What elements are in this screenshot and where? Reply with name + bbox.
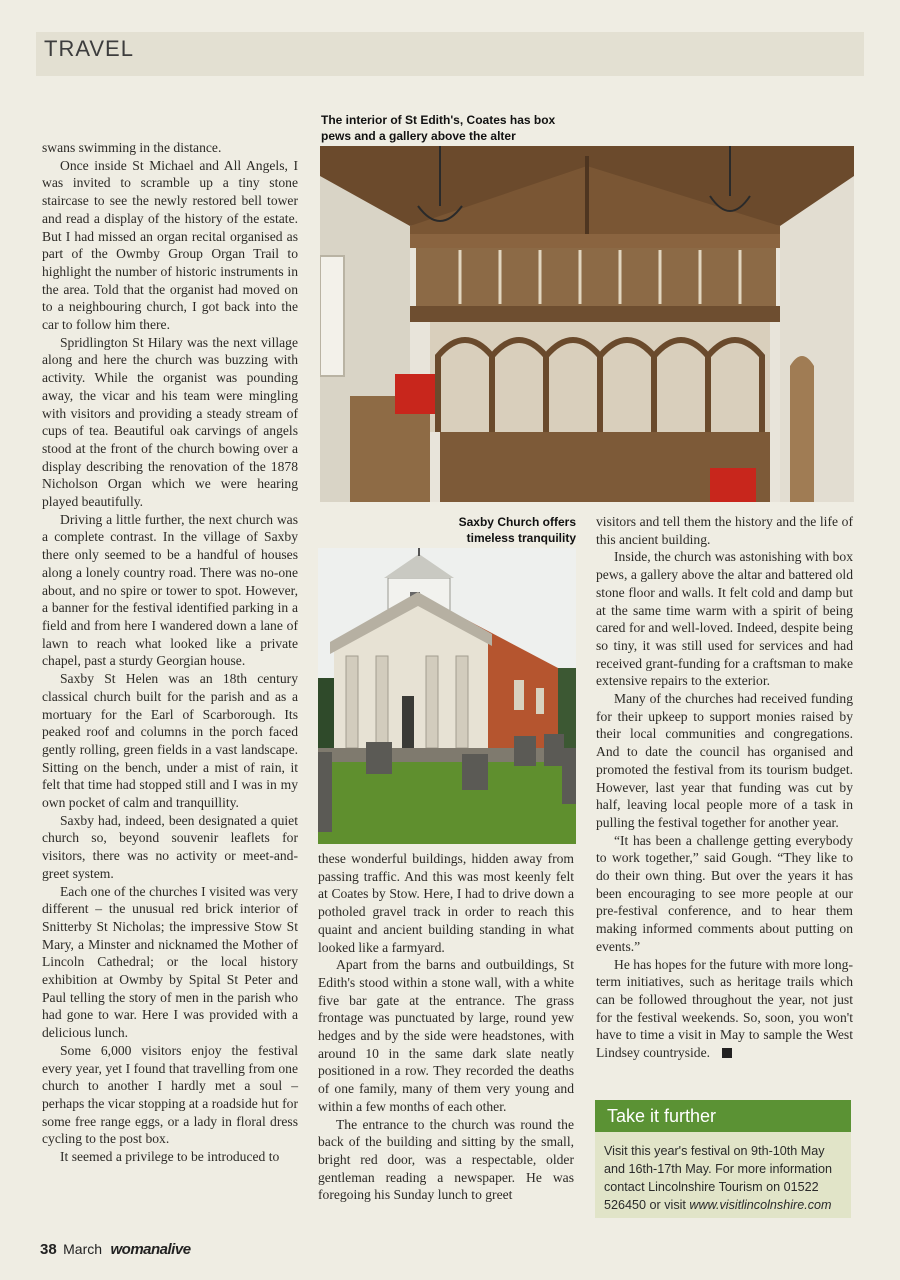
paragraph: Apart from the barns and outbuildings, St Edith's stood within a stone wall, with a white five bar gate at the entrance. The grass frontage was punctuated by large, round yew hedges and by the side were headstones, with around 10 in the same dark slate neatly positioned in a row. They recorded the deaths of one family, many of them very young and within a few months of each other. [318,957,574,1114]
issue-month: March [63,1241,103,1257]
paragraph-final [596,956,853,1062]
page-number: 38 [40,1241,57,1258]
page-footer [40,1241,191,1259]
take-it-further-box [595,1100,851,1218]
paragraph-text: He has hopes for the future with more long-term initiatives, such as heritage trails which can be followed throughout the year, not just for the festival weekends. So, soon, you won't have to time a visit in May to sample the West Lindsey countryside. [596,956,853,1061]
box-body [595,1132,851,1214]
paragraph: these wonderful buildings, hidden away from passing traffic. And this was most keenly felt at Coates by Stow. Here, I had to drive down a potholed gravel track in order to reach this quaint and ancient building standing in what looked like a farmyard. [318,851,574,955]
paragraph: It seemed a privilege to be introduced to [60,1149,280,1165]
paragraph: “It has been a challenge getting everybody to work together,” said Gough. “They like to do their own thing. But over the years it has been encouraging to see more people at our pre-festival conference, and to hear them making informed comments about putting on events.” [596,832,853,954]
paragraph: Some 6,000 visitors enjoy the festival every year, yet I found that travelling from one church to another I hardly met a soul – perhaps the vicar stopping at a roadside hut for some free range eggs, or a lady in floral dress cycling to the post box. [42,1042,298,1147]
article-column-1 [42,139,298,1166]
photo-church-interior [320,146,854,502]
paragraph: Driving a little further, the next church was a complete contrast. In the village of Saxby there only seemed to be a handful of houses along a lonely country road. There was no-one about, and no spire or tower to spot. However, a banner for the festival identified parking in a field and from here I wandered down a lane of lawn to reach what looked like a private chapel, past a sturdy Georgian house. [42,511,298,669]
article-column-3 [596,513,853,1062]
paragraph: Many of the churches had received funding for their upkeep to support monies raised by their local communities and congregations. And to date the council has organised and promoted the festival from its tourism budget. However, last year that funding was cut by half, leaving local people more of a task in pulling the festival together for another year. [596,691,853,830]
box-link[interactable]: www.visitlincolnshire.com [689,1198,832,1212]
section-header-bar [36,32,864,76]
article-column-2 [318,850,574,1204]
paragraph: Spridlington St Hilary was the next village along and here the church was buzzing with activity. While the organist was pounding away, the vicar and his team were mingling with visitors and providing a steady stream of cups of tea. Beautiful oak carvings of angels stood at the front of the church bowing over a display describing the renovation of the 1878 Nicholson Organ which we were hearing played beautifully. [42,334,298,510]
photo-saxby-church [318,548,576,844]
paragraph: Saxby St Helen was an 18th century classical church built for the parish and as a mortuary for the Earl of Scarborough. Its peaked roof and columns in the porch faced gently rolling, green fields in a vast landscape. Sitting on the bench, under a mist of rain, it felt that time had stopped still and I was in my own pocket of calm and tranquillity. [42,671,298,811]
paragraph: Saxby had, indeed, been designated a quiet church so, beyond souvenir leaflets for visitors, there was no activity or meet-and-greet system. [42,812,298,881]
end-mark-icon [722,1048,732,1058]
section-title: TRAVEL [44,36,134,61]
caption-interior: The interior of St Edith's, Coates has box pews and a gallery above the alter [321,113,556,143]
magazine-logo: womanalive [110,1241,191,1258]
box-title: Take it further [595,1100,851,1132]
caption-saxby: Saxby Church offers timeless tranquility [458,515,576,545]
paragraph: Once inside St Michael and All Angels, I was invited to scramble up a tiny stone staircase to see the newly restored bell tower and read a display of the history of the estate. But I had missed an organ recital organised as part of the Owmby Group Organ Trail to highlight the number of historic instruments in the area. Told that the organist had moved on to a neighbouring church, I got back into the car to follow him there. [42,157,298,333]
box-text: Visit this year's festival on 9th-10th May and 16th-17th May. For more information contact Lincolnshire Tourism on 01522 526450 or visit [604,1144,832,1212]
paragraph: The entrance to the church was round the back of the building and sitting by the small, bright red door, was a respectable, older gentleman reading a newspaper. He was foregoing his Sunday lunch to greet [318,1116,574,1203]
paragraph: Inside, the church was astonishing with box pews, a gallery above the altar and battered old stone floor and walls. It felt cold and damp but at the same time warm with a spirit of being cared for and well-loved. Indeed, despite being so tiny, it was still used for services and had received grant-funding for a craftsman to make extensive repairs to the exterior. [596,549,853,689]
paragraph: Each one of the churches I visited was very different – the unusual red brick interior of Snitterby St Nicholas; the impressive Stow St Mary, a Minster and nicknamed the Mother of Lincoln Cathedral; or the local history exhibition at Owmby by Spital St Peter and Paul telling the story of men in the parish who had gone to war. Here I was provided with a delicious lunch. [42,883,298,1041]
paragraph: swans swimming in the distance. [42,140,222,155]
paragraph: visitors and tell them the history and the life of this ancient building. [596,514,853,547]
